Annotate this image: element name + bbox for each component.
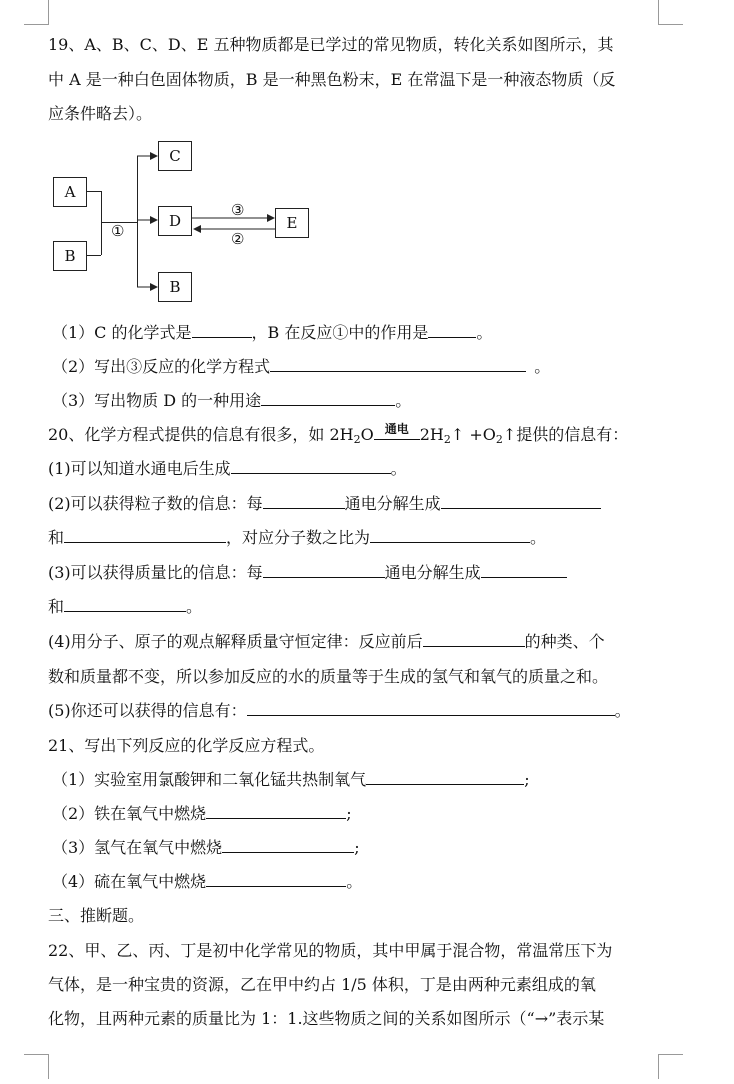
answer-blank[interactable] — [64, 597, 186, 612]
answer-blank[interactable] — [222, 838, 354, 853]
q19-line-3: 应条件略去）。 — [48, 104, 153, 123]
answer-blank[interactable] — [366, 770, 524, 785]
q22-line-2: 气体，是一种宝贵的资源，乙在甲中约占 1/5 体积，丁是由两种元素组成的氧 — [48, 975, 596, 994]
answer-blank[interactable] — [206, 872, 346, 887]
answer-blank[interactable] — [428, 323, 476, 338]
answer-blank[interactable] — [441, 494, 601, 509]
q21-item-1: （1）实验室用氯酸钾和二氧化锰共热制氧气 ; — [52, 770, 530, 789]
crop-mark-bottom-left — [24, 1054, 49, 1079]
answer-blank[interactable] — [263, 563, 385, 578]
q20-item-4-cont: 数和质量都不变，所以参加反应的水的质量等于生成的氢气和氧气的质量之和。 — [48, 667, 609, 686]
q20-item-5: (5)你还可以获得的信息有： 。 — [48, 701, 631, 720]
arrow-head-b — [150, 283, 158, 291]
diagram-box-b-right: B — [158, 272, 192, 302]
answer-blank[interactable] — [64, 528, 226, 543]
arrow-head-d — [150, 216, 158, 224]
q21-item-2: （2）铁在氧气中燃烧 ; — [52, 804, 352, 823]
reaction-mark-2: ② — [231, 230, 245, 248]
reaction-mark-1: ① — [111, 222, 125, 240]
diagram-box-d: D — [158, 206, 192, 236]
q21-item-4: （4）硫在氧气中燃烧 。 — [52, 872, 363, 891]
answer-blank[interactable] — [231, 459, 391, 474]
q19-part-2: （2）写出③反应的化学方程式 。 — [52, 357, 551, 376]
answer-blank[interactable] — [192, 323, 252, 338]
answer-blank[interactable] — [423, 632, 525, 647]
q19-line-2: 中 A 是一种白色固体物质，B 是一种黑色粉末，E 在常温下是一种液态物质（反 — [48, 70, 616, 89]
arrow-head-c — [150, 152, 158, 160]
q20-item-4: (4)用分子、原子的观点解释质量守恒定律：反应前后 的种类、个 — [48, 632, 605, 651]
q20-item-2: (2)可以获得粒子数的信息：每 通电分解生成 — [48, 493, 601, 515]
q20-item-1: (1)可以知道水通电后生成 。 — [48, 459, 407, 478]
answer-blank[interactable] — [270, 357, 526, 372]
answer-blank[interactable] — [261, 391, 395, 406]
diagram-box-c: C — [158, 141, 192, 171]
q20-heading: 20、化学方程式提供的信息有很多，如 $2H_2O$ 通电 $2H_2↑$ $+O_2↑$提供的信息有： — [48, 422, 629, 446]
answer-blank[interactable] — [263, 494, 345, 509]
answer-blank[interactable] — [206, 804, 346, 819]
diagram-box-e: E — [275, 208, 309, 238]
q20-item-3-cont: 和 。 — [48, 597, 203, 616]
q22-line-3: 化物，且两种元素的质量比为 1：1.这些物质之间的关系如图所示（“→”表示某 — [48, 1009, 605, 1028]
q19-part-3: （3）写出物质 D 的一种用途 。 — [52, 391, 412, 410]
crop-mark-bottom-right — [658, 1054, 683, 1079]
q21-item-3: （3）氢气在氧气中燃烧 ; — [52, 838, 360, 857]
crop-mark-top-right — [658, 0, 683, 25]
q19-part-1: （1）C 的化学式是 ，B 在反应①中的作用是 。 — [52, 323, 493, 342]
diagram-box-a: A — [53, 177, 87, 207]
reaction-mark-3: ③ — [231, 201, 245, 219]
q20-item-2-cont: 和 ，对应分子数之比为 。 — [48, 528, 547, 547]
arrow-head-d-back — [193, 225, 201, 233]
q19-line-1: 19、A、B、C、D、E 五种物质都是已学过的常见物质，转化关系如图所示，其 — [48, 35, 614, 54]
diagram-box-b-left: B — [53, 241, 87, 271]
q20-item-3: (3)可以获得质量比的信息：每 通电分解生成 — [48, 562, 567, 584]
arrow-head-e — [267, 214, 275, 222]
reaction-condition: 通电 — [374, 428, 420, 440]
q22-line-1: 22、甲、乙、丙、丁是初中化学常见的物质，其中甲属于混合物，常温常压下为 — [48, 941, 613, 960]
q21-heading: 21、写出下列反应的化学反应方程式。 — [48, 736, 325, 755]
diagram-arrows — [0, 0, 330, 310]
answer-blank[interactable] — [247, 701, 615, 716]
answer-blank[interactable] — [370, 528, 530, 543]
answer-blank[interactable] — [481, 563, 567, 578]
section-heading: 三、推断题。 — [48, 906, 145, 925]
